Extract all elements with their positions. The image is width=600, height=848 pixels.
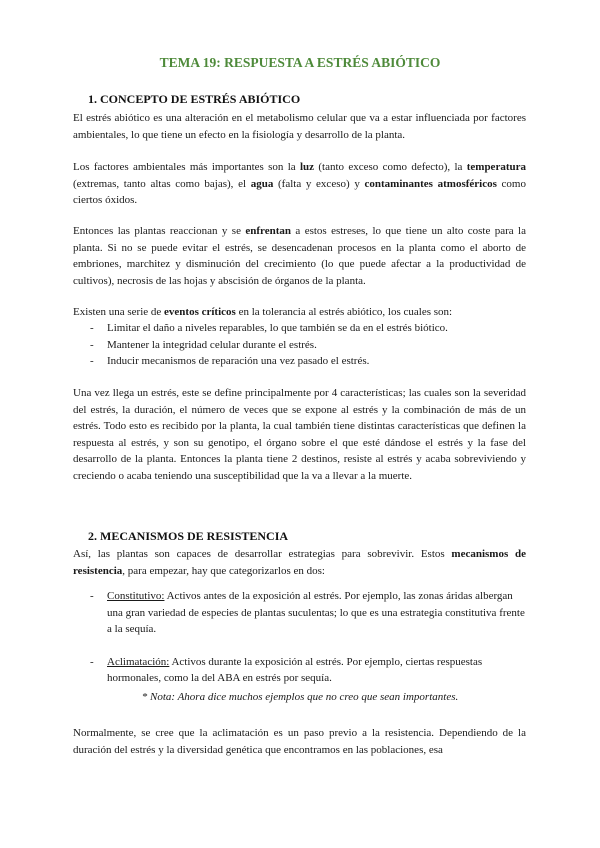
note: * Nota: Ahora dice muchos ejemplos que no creo que sean importantes. — [141, 691, 459, 703]
s2-paragraph-1: Así, las plantas son capaces de desarrollar estrategias para sobrevivir. Estos mecanismos de resistencia, para empezar, hay que categorizarlos en dos: — [73, 548, 526, 577]
list-item: - Mantener la integridad celular durante el estrés. — [90, 338, 317, 351]
page-title: TEMA 19: RESPUESTA A ESTRÉS ABIÓTICO — [159, 55, 441, 70]
s1-paragraph-1: El estrés abiótico es una alteración en el metabolismo celular que va a estar influenciada por factores ambientales, lo que tiene un efecto en la fisiología y desarrollo de la planta. — [73, 112, 526, 141]
section2-heading: 2. MECANISMOS DE RESISTENCIA — [88, 529, 289, 543]
resistance-mechanisms-list — [73, 588, 526, 687]
s1-paragraph-5: Una vez llega un estrés, este se define principalmente por 4 características; las cuales son la severidad del estrés, la duración, el número de veces que se expone al estrés y la combinación de más de un estrés. Todo esto es recibido por la planta, la cual también tiene distintas características que definen la respuesta al estrés, y son su genotipo, el órgano sobre el que esté dándose el estrés y la fase del desarrollo de la planta. Entonces la planta tiene 2 destinos, resiste al estrés y acaba sobreviviendo y creciendo o acaba teniendo una susceptibilidad que la va a llevar a la muerte. — [73, 387, 526, 482]
list-item: - Constitutivo: Activos antes de la exposición al estrés. Por ejemplo, las zonas áridas albergan una gran variedad de especies de plantas suculentas; lo que es una estrategia constitutiva frente a la sequía. — [90, 590, 525, 635]
list-item: - Inducir mecanismos de reparación una vez pasado el estrés. — [90, 355, 370, 367]
s1-paragraph-4: Existen una serie de eventos críticos en la tolerancia al estrés abiótico, los cuales son: — [73, 306, 453, 318]
s1-paragraph-3: Entonces las plantas reaccionan y se enfrentan a estos estreses, lo que tiene un alto coste para la planta. Si no se puede evitar el estrés, se desencadenan procesos en la planta como el aborto de embriones, marchitez y disminución del crecimiento (lo que puede afectar a la productividad de cultivos), necrosis de las hojas y abscisión de órganos de la planta. — [73, 225, 526, 287]
s2-paragraph-2: Normalmente, se cree que la aclimatación es un paso previo a la resistencia. Dependiendo de la duración del estrés y la diversidad genética que encontramos en las poblaciones, esa — [73, 727, 526, 756]
s1-paragraph-2: Los factores ambientales más importantes son la luz (tanto exceso como defecto), la temperatura (extremas, tanto altas como bajas), el agua (falta y exceso) y contaminantes atmosféricos como ciertos óxidos. — [73, 161, 526, 206]
list-item: - Aclimatación: Activos durante la exposición al estrés. Por ejemplo, ciertas respuestas hormonales, como la del ABA en estrés por sequía. — [90, 655, 483, 684]
critical-events-list — [73, 320, 526, 370]
list-item: - Limitar el daño a niveles reparables, lo que también se da en el estrés biótico. — [90, 322, 448, 334]
section1-heading: 1. CONCEPTO DE ESTRÉS ABIÓTICO — [88, 92, 301, 106]
